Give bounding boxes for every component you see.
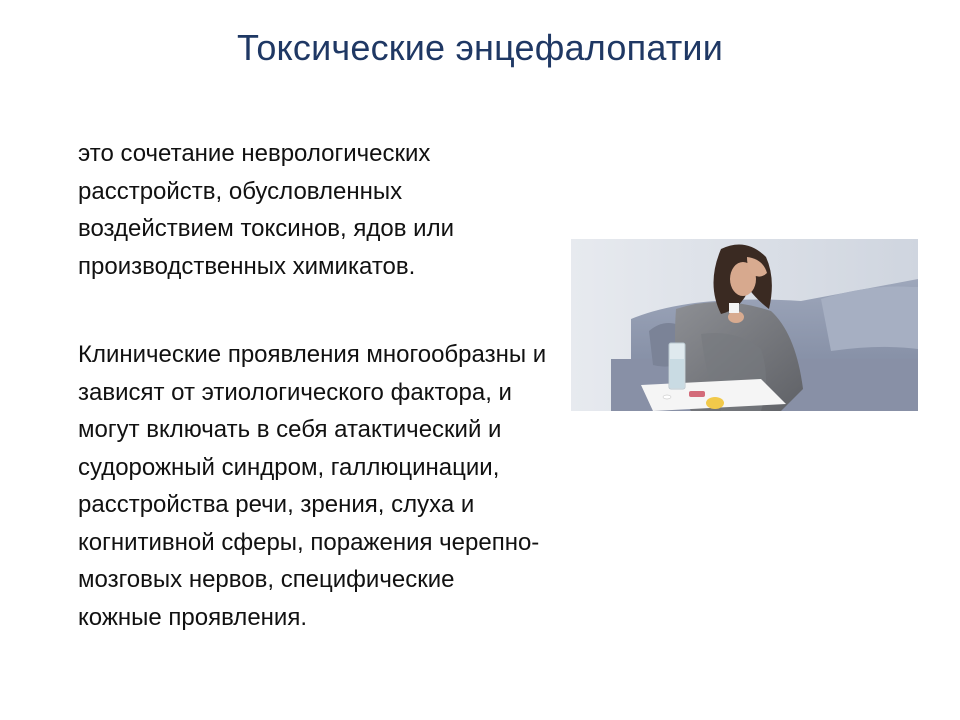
definition-paragraph: это сочетание неврологических расстройств, обусловленных воздействием токсинов, ядов или производственных химикатов. xyxy=(78,140,454,280)
clinical-manifestations-paragraph: Клинические проявления многообразны и зависят от этиологического фактора, и могут включать в себя атактический и судорожный синдром, галлюцинации, расстройства речи, зрения, слуха и когнитивной сферы, поражения черепно- мозговых нервов, специфические кожные проявления. xyxy=(78,341,547,631)
slide-title: Токсические энцефалопатии xyxy=(236,27,724,68)
sick-woman-on-sofa-photo xyxy=(571,239,918,411)
